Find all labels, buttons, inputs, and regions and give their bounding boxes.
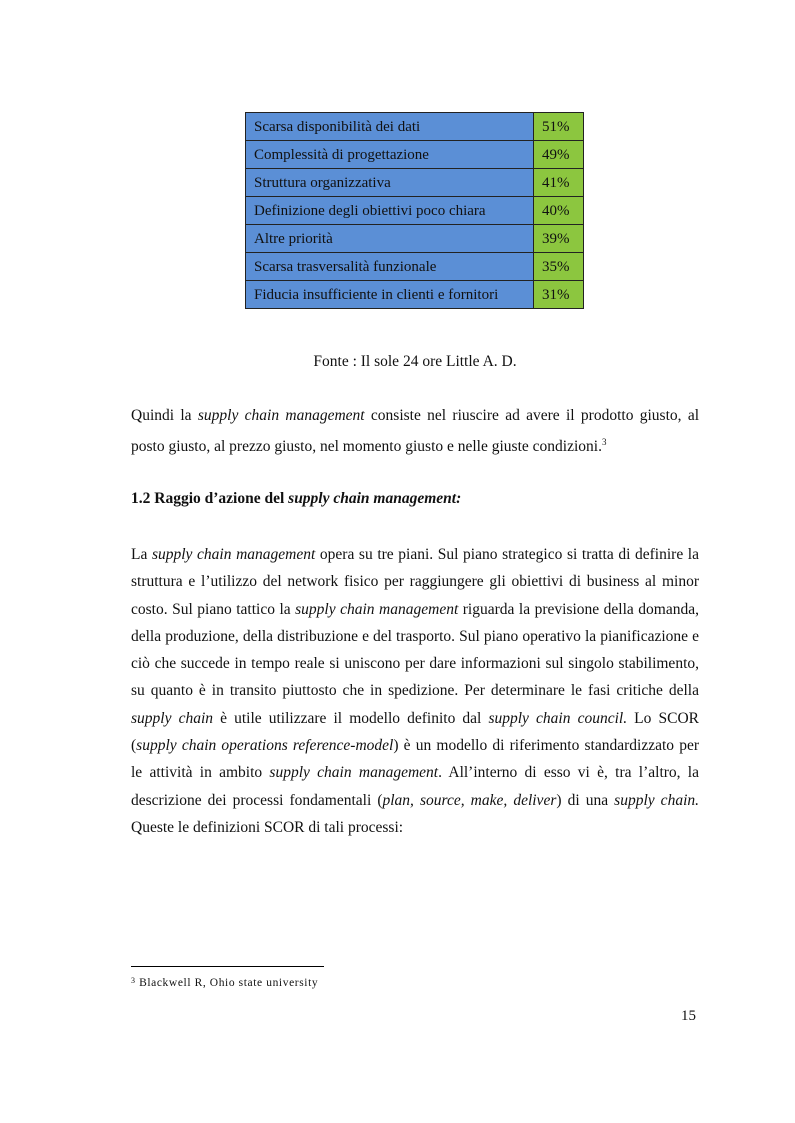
table-row: [246, 281, 584, 309]
table-source: Fonte : Il sole 24 ore Little A. D.: [313, 353, 517, 370]
table-row: [246, 141, 584, 169]
obstacle-percentage: 31%: [534, 281, 584, 309]
page-number: 15: [681, 1008, 696, 1024]
obstacle-label: Struttura organizzativa: [246, 169, 534, 197]
obstacle-percentage: 51%: [534, 113, 584, 141]
paragraph-scope: La supply chain management opera su tre piani. Sul piano strategico si tratta di definire la struttura e l’utilizzo del network fisico per raggiungere gli obiettivi di business al minor costo. Sul piano tattico la supply chain management riguarda la previsione della domanda, della produzione, della distribuzione e del trasporto. Sul piano operativo la pianificazione e ciò che succede in tempo reale si uniscono per dare informazioni sul singolo stabilimento, su quanto è in transito piuttosto che in spedizione. Per determinare le fasi critiche della supply chain è utile utilizzare il modello definito dal supply chain council. Lo SCOR (supply chain operations reference-model) è un modello di riferimento standardizzato per le attività in ambito supply chain management. All’interno di esso vi è, tra l’altro, la descrizione dei processi fondamentali (plan, source, make, deliver) di una supply chain. Queste le definizioni SCOR di tali processi:: [131, 546, 699, 836]
table-row: [246, 197, 584, 225]
section-heading: 1.2 Raggio d’azione del supply chain management:: [131, 490, 462, 507]
obstacle-percentage: 39%: [534, 225, 584, 253]
obstacle-label: Scarsa trasversalità funzionale: [246, 253, 534, 281]
obstacle-percentage: 49%: [534, 141, 584, 169]
obstacles-table: [245, 112, 584, 309]
table-row: [246, 169, 584, 197]
obstacle-label: Fiducia insufficiente in clienti e fornitori: [246, 281, 534, 309]
table-row: [246, 113, 584, 141]
obstacle-percentage: 40%: [534, 197, 584, 225]
obstacle-label: Definizione degli obiettivi poco chiara: [246, 197, 534, 225]
obstacle-percentage: 35%: [534, 253, 584, 281]
obstacle-label: Altre priorità: [246, 225, 534, 253]
paragraph-definition: Quindi la supply chain management consiste nel riuscire ad avere il prodotto giusto, al posto giusto, al prezzo giusto, nel momento giusto e nelle giuste condizioni.$^3$: [131, 407, 700, 456]
footnote: $^3$ Blackwell R, Ohio state university: [131, 976, 319, 989]
table-row: [246, 225, 584, 253]
obstacle-label: Scarsa disponibilità dei dati: [246, 113, 534, 141]
footnote-ref[interactable]: 3: [601, 437, 607, 448]
table-row: [246, 253, 584, 281]
footnote-divider: [131, 966, 324, 967]
obstacle-label: Complessità di progettazione: [246, 141, 534, 169]
obstacle-percentage: 41%: [534, 169, 584, 197]
